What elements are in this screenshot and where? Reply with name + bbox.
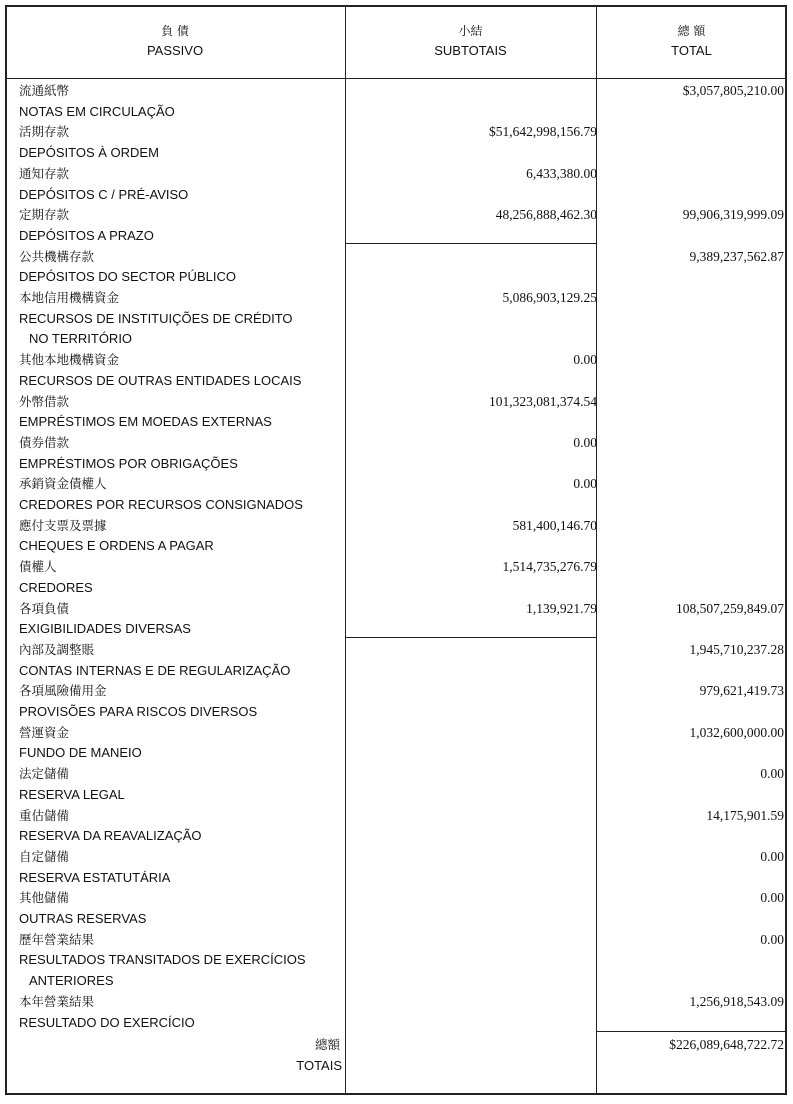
- totals-label-zh: 總額: [314, 1037, 340, 1052]
- item-label-pt: CONTAS INTERNAS E DE REGULARIZAÇÃO: [19, 662, 291, 678]
- item-label-zh: 本地信用機構資金: [19, 290, 120, 305]
- item-label-pt: DEPÓSITOS DO SECTOR PÚBLICO: [19, 269, 236, 285]
- total-value: $3,057,805,210.00: [682, 83, 784, 98]
- header-zh: 小結: [458, 24, 483, 38]
- header-total: [596, 22, 787, 60]
- subtotal-rule: [345, 637, 596, 638]
- item-label-zh: 公共機構存款: [19, 248, 95, 264]
- subtotal-value: 6,433,380.00: [526, 165, 597, 181]
- totals-value: $226,089,648,722.72: [669, 1037, 784, 1052]
- total-value: 0.00: [760, 931, 784, 947]
- total-value: 1,945,710,237.28: [689, 641, 784, 657]
- item-label-zh: 其他儲備: [19, 890, 70, 906]
- item-label-zh: 自定儲備: [19, 848, 70, 864]
- item-label-zh: 各項負債: [19, 600, 70, 616]
- item-label-pt: DEPÓSITOS À ORDEM: [19, 145, 159, 161]
- total-value: 1,256,918,543.09: [689, 993, 784, 1009]
- item-label-pt: CREDORES: [19, 579, 93, 595]
- item-label-pt: DEPÓSITOS A PRAZO: [19, 227, 154, 243]
- header-pt: SUBTOTAIS: [434, 43, 507, 58]
- header-pt: TOTAL: [671, 43, 712, 58]
- totals-label-pt: TOTAIS: [296, 1058, 342, 1073]
- item-label-pt: RESULTADOS TRANSITADOS DE EXERCÍCIOS: [19, 952, 306, 968]
- item-label-pt: EMPRÉSTIMOS EM MOEDAS EXTERNAS: [19, 414, 272, 430]
- subtotal-value: 1,514,735,276.79: [502, 559, 597, 575]
- subtotal-value: 5,086,903,129.25: [502, 290, 597, 305]
- total-value: 979,621,419.73: [699, 683, 784, 699]
- item-label-pt: EXIGIBILIDADES DIVERSAS: [19, 621, 191, 637]
- header-subtotais: [345, 22, 596, 60]
- item-label-zh: 定期存款: [19, 207, 70, 223]
- header-zh: 總 額: [677, 24, 706, 38]
- item-label-zh: 各項風險備用金: [19, 683, 107, 699]
- item-label-zh: 債權人: [19, 559, 57, 575]
- item-label-pt: FUNDO DE MANEIO: [19, 745, 142, 761]
- item-label-pt: RESERVA ESTATUTÁRIA: [19, 869, 171, 885]
- subtotal-value: 101,323,081,374.54: [489, 393, 597, 409]
- subtotal-value: 0.00: [573, 434, 597, 450]
- item-label-pt: NO TERRITÓRIO: [29, 331, 133, 347]
- item-label-pt: NOTAS EM CIRCULAÇÃO: [19, 103, 175, 119]
- item-label-zh: 流通紙幣: [19, 83, 70, 98]
- total-value: 0.00: [760, 890, 784, 906]
- item-label-pt: RESULTADO DO EXERCÍCIO: [19, 1014, 195, 1030]
- item-label-zh: 承銷資金債權人: [19, 476, 107, 492]
- item-label-pt: RECURSOS DE INSTITUIÇÕES DE CRÉDITO: [19, 310, 293, 326]
- total-value: 0.00: [760, 848, 784, 864]
- item-label-pt: CHEQUES E ORDENS A PAGAR: [19, 538, 214, 554]
- total-value: 108,507,259,849.07: [676, 600, 784, 616]
- item-label-zh: 通知存款: [19, 165, 70, 181]
- item-label-pt: CREDORES POR RECURSOS CONSIGNADOS: [19, 497, 303, 512]
- header-zh: 負 債: [161, 24, 189, 38]
- item-label-zh: 本年營業結果: [19, 993, 95, 1009]
- subtotal-value: 0.00: [573, 352, 597, 368]
- item-label-pt: RECURSOS DE OUTRAS ENTIDADES LOCAIS: [19, 372, 302, 388]
- item-label-pt: EMPRÉSTIMOS POR OBRIGAÇÕES: [19, 455, 238, 471]
- item-label-zh: 法定儲備: [19, 766, 70, 782]
- item-label-zh: 重估儲備: [19, 807, 70, 823]
- item-label-zh: 應付支票及票據: [19, 517, 107, 533]
- header-divider: [5, 78, 787, 79]
- item-label-pt: OUTRAS RESERVAS: [19, 911, 147, 926]
- item-label-pt: DEPÓSITOS C / PRÉ-AVISO: [19, 186, 189, 202]
- header-pt: PASSIVO: [146, 43, 204, 58]
- total-value: 14,175,901.59: [706, 807, 784, 823]
- total-value: 9,389,237,562.87: [689, 248, 784, 264]
- total-value: 99,906,319,999.09: [682, 207, 784, 223]
- item-label-pt: RESERVA LEGAL: [19, 786, 125, 802]
- header-passivo: [5, 22, 345, 60]
- item-label-zh: 營運資金: [19, 724, 70, 740]
- item-label-zh: 其他本地機構資金: [19, 352, 120, 368]
- item-label-zh: 內部及調整賬: [19, 641, 95, 657]
- item-label-zh: 歷年營業結果: [19, 931, 95, 947]
- item-label-pt: ANTERIORES: [29, 973, 114, 989]
- total-value: 0.00: [760, 766, 784, 782]
- subtotal-value: 581,400,146.70: [512, 517, 597, 533]
- subtotal-value: 48,256,888,462.30: [495, 207, 597, 223]
- total-rule: [596, 1031, 787, 1032]
- item-label-zh: 債券借款: [19, 434, 70, 450]
- subtotal-value: 0.00: [573, 476, 597, 492]
- subtotal-rule: [345, 243, 596, 244]
- item-label-pt: RESERVA DA REAVALIZAÇÃO: [19, 828, 202, 844]
- subtotal-value: $51,642,998,156.79: [489, 124, 597, 140]
- item-label-zh: 活期存款: [19, 124, 70, 140]
- item-label-zh: 外幣借款: [19, 393, 70, 409]
- total-value: 1,032,600,000.00: [689, 724, 784, 740]
- item-label-pt: PROVISÕES PARA RISCOS DIVERSOS: [19, 704, 258, 719]
- subtotal-value: 1,139,921.79: [526, 600, 597, 616]
